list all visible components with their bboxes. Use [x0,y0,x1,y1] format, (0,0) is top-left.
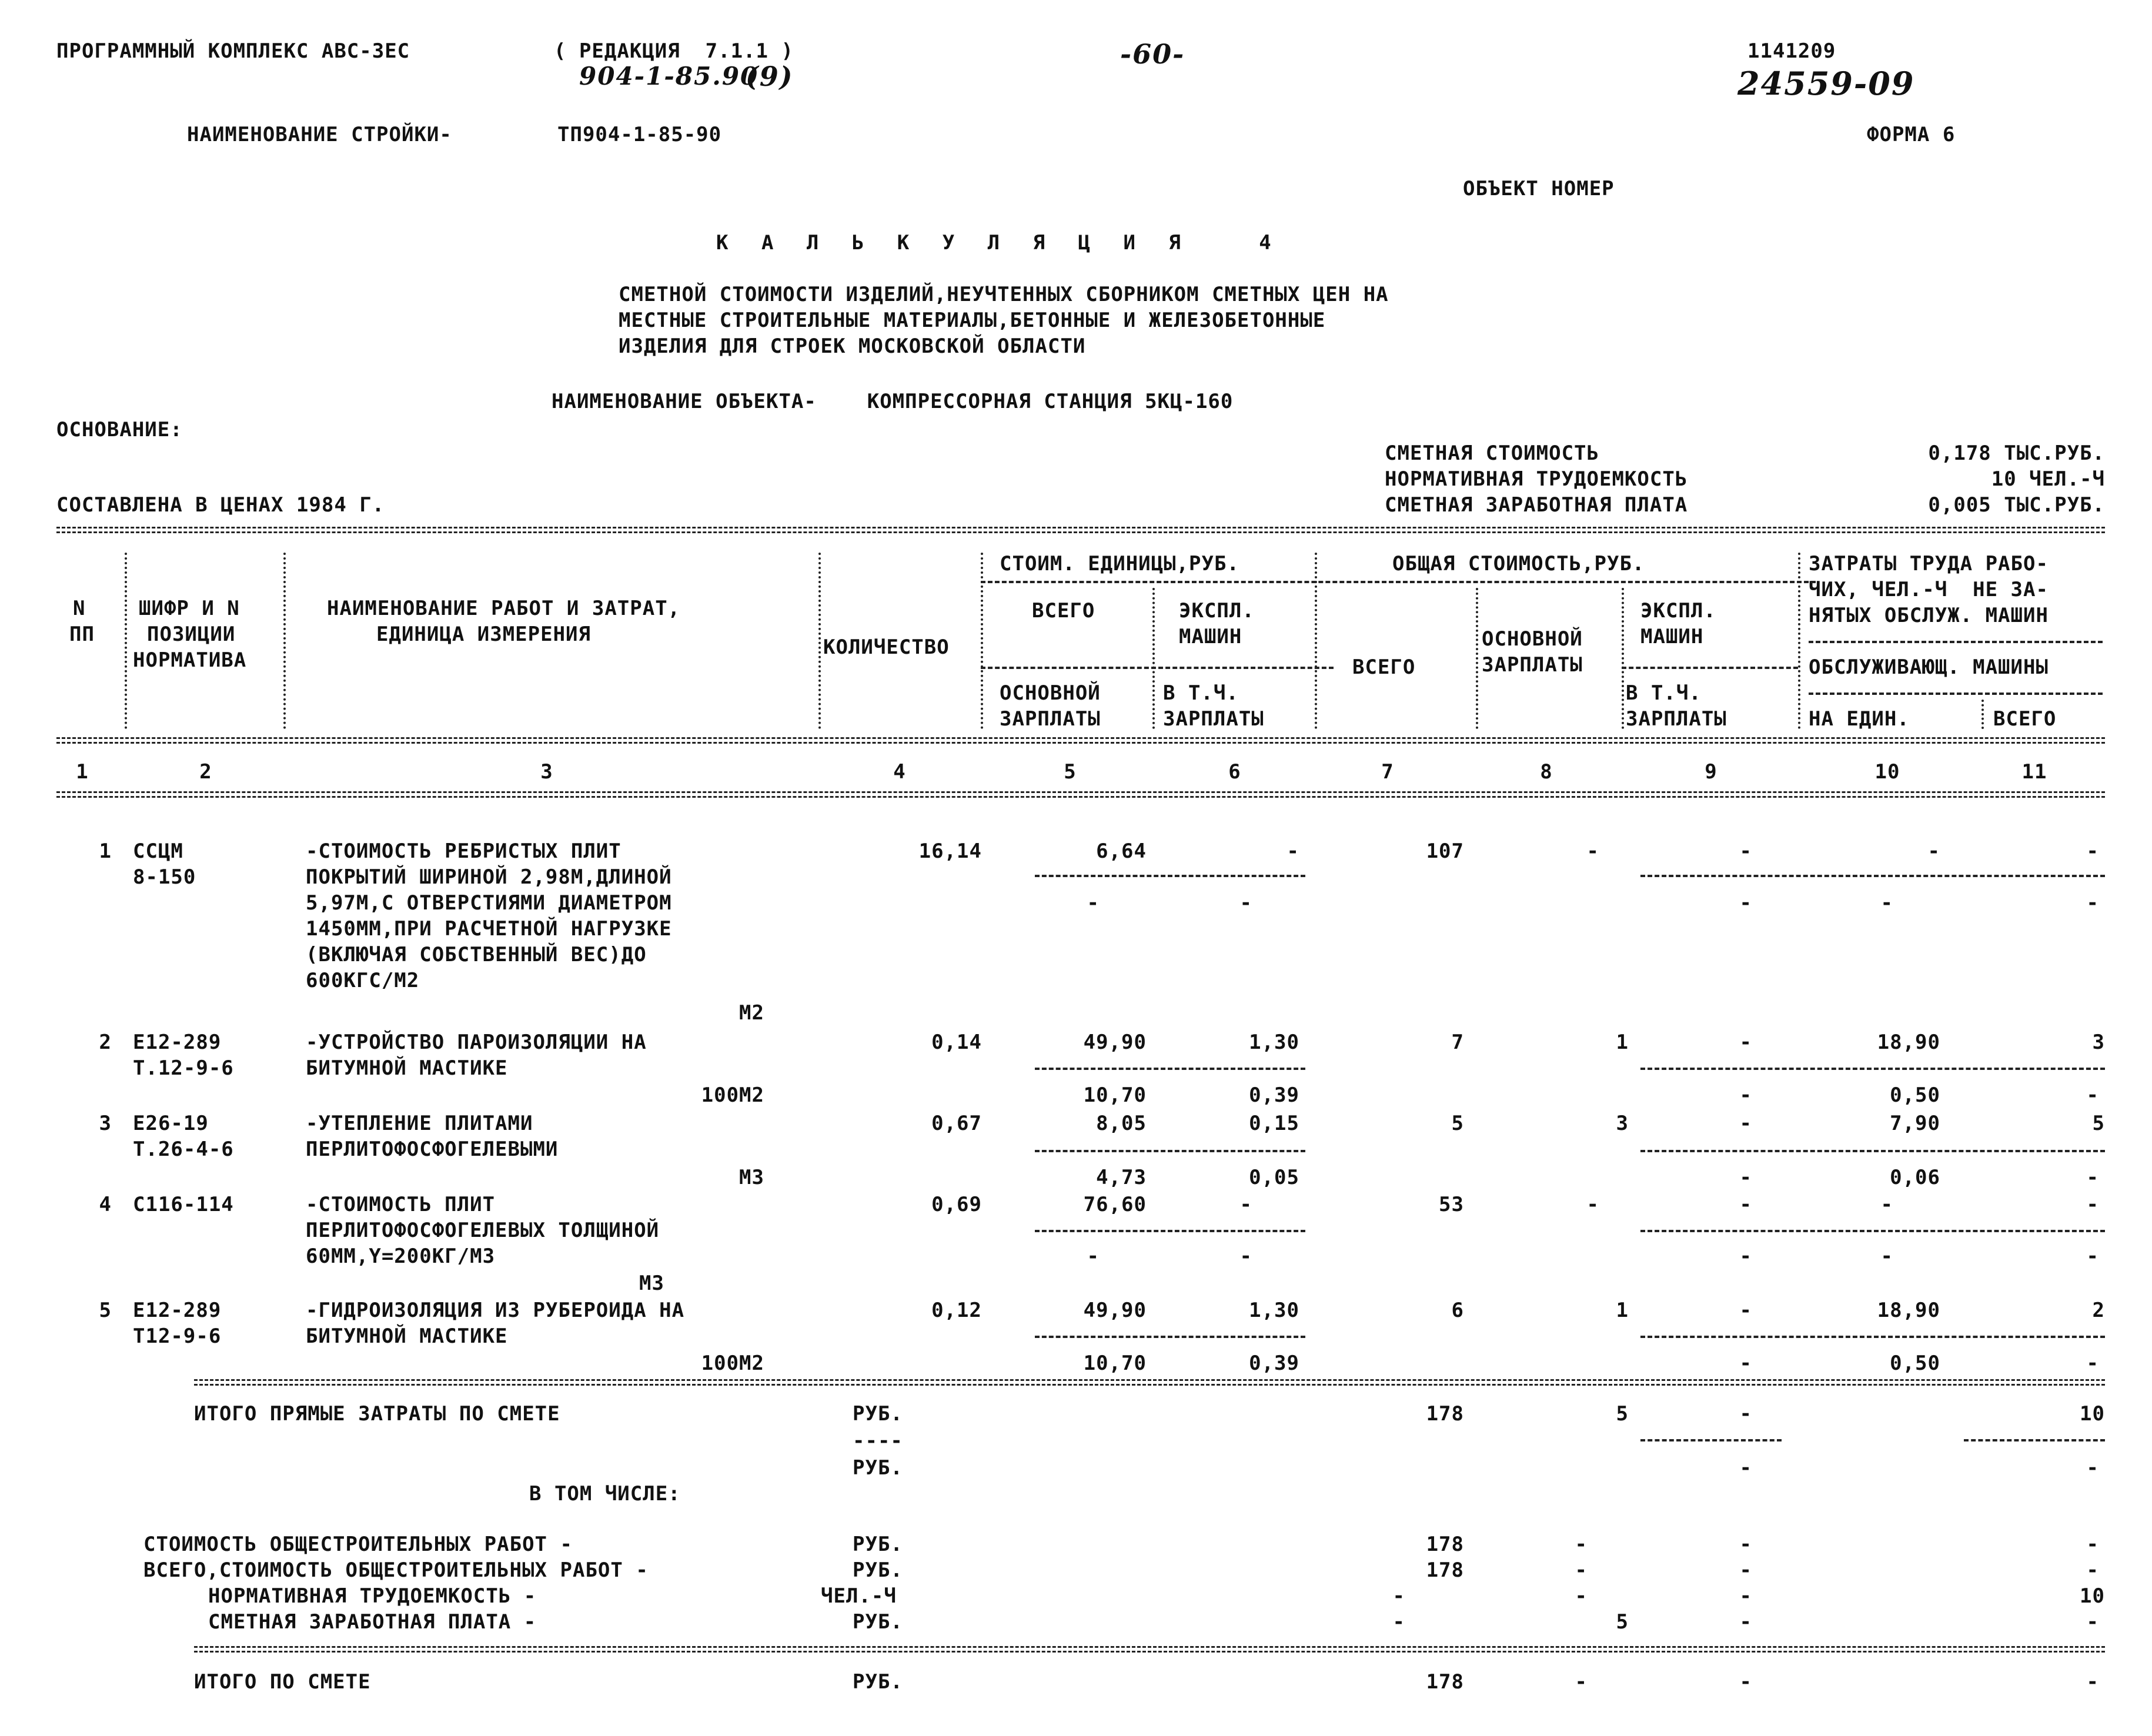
program-name: ПРОГРАММНЫЙ КОМПЛЕКС АВС-3ЕС [56,39,410,63]
header-labor-3: НЯТЫХ ОБСЛУЖ. МАШИН [1809,604,2049,627]
including-label: В ТОМ ЧИСЛЕ: [529,1482,681,1506]
header-col1-line1: N [73,597,86,620]
row-c11-sub: - [2086,1245,2099,1268]
header-unit-cost: СТОИМ. ЕДИНИЦЫ,РУБ. [1000,552,1239,576]
direct-costs-c11-sub: - [2086,1456,2099,1480]
row-code-1: С116-114 [133,1193,234,1216]
row-c8: 1 [1616,1299,1629,1322]
row-c8: - [1586,839,1599,863]
totals-line-c8: - [1575,1584,1588,1608]
header-total-incl-2: ЗАРПЛАТЫ [1626,707,1727,731]
row-c5: 49,90 [1083,1031,1147,1054]
row-c9: - [1739,1112,1752,1135]
row-code-2: Т.12-9-6 [133,1056,234,1080]
totals-line-unit: РУБ. [853,1610,903,1634]
direct-costs-c7: 178 [1426,1402,1464,1426]
row-quantity: 0,67 [931,1112,982,1135]
row-code-2: 8-150 [133,865,196,889]
col-sep-6 [1315,553,1317,729]
col-sep-7 [1476,588,1478,729]
row-c10-sub: - [1880,891,1893,915]
row-c6-sub: 0,05 [1249,1166,1299,1189]
header-labor-sub: ОБСЛУЖИВАЮЩ. МАШИНЫ [1809,655,2049,679]
totals-line-c8: - [1575,1558,1588,1582]
header-total-mach-1: ЭКСПЛ. [1640,599,1716,623]
row-c9-sub: - [1739,1245,1752,1268]
header-labor-2: ЧИХ, ЧЕЛ.-Ч НЕ ЗА- [1809,578,2049,601]
row-unit: М2 [739,1001,764,1025]
row-unit: 100М2 [701,1352,764,1375]
row-c11-sub: - [2086,1352,2099,1375]
row-c6: 1,30 [1249,1299,1299,1322]
row-c7: 7 [1451,1031,1464,1054]
header-rule-unit-mid [981,667,1334,669]
header-labor-1: ЗАТРАТЫ ТРУДА РАБО- [1809,552,2049,576]
row-c9: - [1739,839,1752,863]
row-unit: М3 [739,1166,764,1189]
totals-line-label: СТОИМОСТЬ ОБЩЕСТРОИТЕЛЬНЫХ РАБОТ - [143,1533,573,1556]
totals-line-c9: - [1739,1558,1752,1582]
estimate-total-c8: - [1575,1670,1588,1694]
estimate-total-unit: РУБ. [853,1670,903,1694]
colnum-4: 4 [893,760,906,784]
header-total-cost: ОБЩАЯ СТОИМОСТЬ,РУБ. [1392,552,1645,576]
colnum-9: 9 [1705,760,1717,784]
row-c7: 107 [1426,839,1464,863]
form-label: ФОРМА 6 [1867,123,1956,146]
row-subrule [1035,1336,1305,1338]
totals-line-c11: - [2086,1533,2099,1556]
totals-line-unit: РУБ. [853,1533,903,1556]
direct-costs-subrule [1964,1439,2105,1441]
row-subrule [1640,1336,2105,1338]
subtitle-line-3: ИЗДЕЛИЯ ДЛЯ СТРОЕК МОСКОВСКОЙ ОБЛАСТИ [619,335,1086,358]
summary-value-3: 0,005 ТЫС.РУБ. [1928,493,2105,517]
row-c11: - [2086,1193,2099,1216]
handwritten-sheet-number: (9) [746,61,794,92]
object-number-label: ОБЪЕКТ НОМЕР [1463,177,1615,200]
totals-line-c11: - [2086,1558,2099,1582]
direct-costs-label: ИТОГО ПРЯМЫЕ ЗАТРАТЫ ПО СМЕТЕ [194,1402,560,1426]
direct-costs-unit-2: РУБ. [853,1456,903,1480]
row-number: 5 [99,1299,112,1322]
totals-line-c9: - [1739,1584,1752,1608]
row-name-6: 600КГС/М2 [306,969,420,992]
header-col2-line1: ШИФР И N [139,597,240,620]
row-name-1: -ГИДРОИЗОЛЯЦИЯ ИЗ РУБЕРОИДА НА [306,1299,685,1322]
row-subrule [1640,875,2105,877]
prices-year: СОСТАВЛЕНА В ЦЕНАХ 1984 Г. [56,493,385,517]
row-c6: - [1286,839,1299,863]
colnum-1: 1 [76,760,89,784]
colnum-10: 10 [1874,760,1900,784]
row-code-1: Е26-19 [133,1112,209,1135]
colnum-7: 7 [1381,760,1394,784]
row-c10-sub: 0,50 [1890,1352,1940,1375]
row-c10: - [1927,839,1940,863]
row-c10: 7,90 [1890,1112,1940,1135]
row-c6-sub: 0,39 [1249,1352,1299,1375]
header-unit-mach-2: МАШИН [1179,625,1242,648]
colnum-5: 5 [1064,760,1077,784]
rows-bottom-rule [194,1379,2105,1386]
header-col2-line2: ПОЗИЦИИ [147,623,236,646]
row-number: 3 [99,1112,112,1135]
row-name-2: ПЕРЛИТОФОСФОГЕЛЕВЫХ ТОЛЩИНОЙ [306,1219,660,1242]
header-unit-wage-2: ЗАРПЛАТЫ [1000,707,1101,731]
row-c5-sub: 4,73 [1096,1166,1147,1189]
row-c6-sub: 0,39 [1249,1083,1299,1107]
col-sep-9 [1798,553,1800,729]
row-c9-sub: - [1739,1083,1752,1107]
row-c7: 6 [1451,1299,1464,1322]
row-subrule [1640,1230,2105,1232]
row-number: 2 [99,1031,112,1054]
row-c11: 2 [2092,1299,2105,1322]
row-c5-sub: - [1087,1245,1100,1268]
row-c9-sub: - [1739,891,1752,915]
col-sep-8 [1622,588,1624,729]
row-c5: 76,60 [1083,1193,1147,1216]
row-name-2: ПОКРЫТИЙ ШИРИНОЙ 2,98М,ДЛИНОЙ [306,865,672,889]
totals-line-c8: 5 [1616,1610,1629,1634]
handwritten-project-code: 904-1-85.90 [579,62,759,91]
header-unit-total: ВСЕГО [1032,599,1095,623]
col-sep-3 [818,553,821,729]
colnum-2: 2 [199,760,212,784]
row-c5-sub: 10,70 [1083,1083,1147,1107]
summary-label-2: НОРМАТИВНАЯ ТРУДОЕМКОСТЬ [1385,467,1688,491]
row-number: 1 [99,839,112,863]
edition-label: ( РЕДАКЦИЯ 7.1.1 ) [554,39,794,63]
row-name-3: 60ММ,Y=200КГ/М3 [306,1245,496,1268]
subtitle-line-1: СМЕТНОЙ СТОИМОСТИ ИЗДЕЛИЙ,НЕУЧТЕННЫХ СБОРНИКОМ СМЕТНЫХ ЦЕН НА [619,283,1389,306]
row-name-2: БИТУМНОЙ МАСТИКЕ [306,1324,508,1348]
subtitle-line-2: МЕСТНЫЕ СТРОИТЕЛЬНЫЕ МАТЕРИАЛЫ,БЕТОННЫЕ И ЖЕЛЕЗОБЕТОННЫЕ [619,309,1326,332]
totals-line-c7: 178 [1426,1533,1464,1556]
totals-line-c7: 178 [1426,1558,1464,1582]
col-sep-5 [1152,588,1155,729]
direct-costs-c9: - [1739,1402,1752,1426]
header-labor-total: ВСЕГО [1993,707,2057,731]
header-total-wage-2: ЗАРПЛАТЫ [1482,653,1583,677]
header-col3-line1: НАИМЕНОВАНИЕ РАБОТ И ЗАТРАТ, [327,597,681,620]
row-c9-sub: - [1739,1352,1752,1375]
header-unit-wage-1: ОСНОВНОЙ [1000,681,1101,705]
col-sep-10 [1981,700,1984,729]
header-total-mach-2: МАШИН [1640,625,1704,648]
row-c5: 49,90 [1083,1299,1147,1322]
row-subrule [1035,875,1305,877]
header-total-wage-1: ОСНОВНОЙ [1482,627,1583,651]
row-c9: - [1739,1299,1752,1322]
estimate-total-c7: 178 [1426,1670,1464,1694]
totals-line-label: НОРМАТИВНАЯ ТРУДОЕМКОСТЬ - [208,1584,537,1608]
row-c7: 53 [1439,1193,1464,1216]
row-c11-sub: - [2086,1166,2099,1189]
row-c11-sub: - [2086,891,2099,915]
row-subrule [1035,1230,1305,1232]
row-c8: 3 [1616,1112,1629,1135]
row-c9: - [1739,1031,1752,1054]
row-c5: 8,05 [1096,1112,1147,1135]
row-subrule [1640,1068,2105,1070]
row-c10: 18,90 [1877,1031,1940,1054]
row-c10: - [1880,1193,1893,1216]
construction-label: НАИМЕНОВАНИЕ СТРОЙКИ- [187,123,452,146]
summary-label-1: СМЕТНАЯ СТОИМОСТЬ [1385,441,1599,465]
totals-line-unit: РУБ. [853,1558,903,1582]
header-bottom-rule [56,737,2105,744]
row-c8: 1 [1616,1031,1629,1054]
header-col3-line2: ЕДИНИЦА ИЗМЕРЕНИЯ [376,623,591,646]
row-subrule [1035,1150,1305,1152]
direct-costs-c9-sub: - [1739,1456,1752,1480]
direct-costs-unit: РУБ. [853,1402,903,1426]
row-c6: 0,15 [1249,1112,1299,1135]
row-c5-sub: - [1087,891,1100,915]
colnum-3: 3 [540,760,553,784]
header-total-all: ВСЕГО [1352,655,1416,679]
row-c10-sub: 0,06 [1890,1166,1940,1189]
totals-line-c7: - [1392,1610,1405,1634]
row-quantity: 0,12 [931,1299,982,1322]
document-number: 1141209 [1747,39,1836,63]
row-code-1: Е12-289 [133,1299,222,1322]
handwritten-archive-id: 24559-09 [1737,65,1915,102]
totals-line-c9: - [1739,1610,1752,1634]
row-c10: 18,90 [1877,1299,1940,1322]
totals-line-unit: ЧЕЛ.-Ч [821,1584,897,1608]
direct-costs-subrule [1640,1439,1782,1441]
row-name-4: 1450ММ,ПРИ РАСЧЕТНОЙ НАГРУЗКЕ [306,917,672,941]
row-quantity: 16,14 [918,839,982,863]
estimate-total-c11: - [2086,1670,2099,1694]
estimate-total-c9: - [1739,1670,1752,1694]
page-number: -60- [1120,38,1185,70]
header-rule-labor-2 [1809,693,2103,695]
row-quantity: 0,69 [931,1193,982,1216]
basis-label: ОСНОВАНИЕ: [56,418,183,441]
header-unit-mach-1: ЭКСПЛ. [1179,599,1255,623]
row-subrule [1640,1150,2105,1152]
header-rule-total-mid [1622,667,1798,669]
colnum-6: 6 [1228,760,1241,784]
row-name-2: ПЕРЛИТОФОСФОГЕЛЕВЫМИ [306,1138,559,1161]
final-rule [194,1646,2105,1653]
colnum-8: 8 [1540,760,1553,784]
row-c6-sub: - [1239,1245,1252,1268]
colnum-bottom-rule [56,791,2105,798]
header-unit-incl-2: ЗАРПЛАТЫ [1163,707,1264,731]
row-unit: 100М2 [701,1083,764,1107]
row-c5: 6,64 [1096,839,1147,863]
totals-line-c8: - [1575,1533,1588,1556]
row-name-2: БИТУМНОЙ МАСТИКЕ [306,1056,508,1080]
row-c9: - [1739,1193,1752,1216]
row-c11: 5 [2092,1112,2105,1135]
row-code-2: Т.26-4-6 [133,1138,234,1161]
col-sep-2 [283,553,286,729]
header-rule-labor-1 [1809,641,2103,643]
row-subrule [1035,1068,1305,1070]
header-labor-unit: НА ЕДИН. [1809,707,1910,731]
totals-line-label: СМЕТНАЯ ЗАРАБОТНАЯ ПЛАТА - [208,1610,537,1634]
row-c11-sub: - [2086,1083,2099,1107]
row-c5-sub: 10,70 [1083,1352,1147,1375]
totals-line-c11: 10 [2080,1584,2105,1608]
totals-line-c11: - [2086,1610,2099,1634]
colnum-11: 11 [2021,760,2047,784]
direct-costs-c8: 5 [1616,1402,1629,1426]
row-code-1: Е12-289 [133,1031,222,1054]
row-c10-sub: - [1880,1245,1893,1268]
col-sep-1 [125,553,127,729]
summary-value-1: 0,178 ТЫС.РУБ. [1928,441,2105,465]
header-rule-unit [981,581,1816,583]
row-name-5: (ВКЛЮЧАЯ СОБСТВЕННЫЙ ВЕС)ДО [306,943,647,966]
row-c6: - [1239,1193,1252,1216]
object-name: НАИМЕНОВАНИЕ ОБЪЕКТА- КОМПРЕССОРНАЯ СТАНЦИЯ 5КЦ-160 [552,390,1234,413]
header-unit-incl-1: В Т.Ч. [1163,681,1239,705]
header-col4: КОЛИЧЕСТВО [823,635,950,659]
col-sep-4 [981,553,983,729]
totals-line-c7: - [1392,1584,1405,1608]
row-name-1: -УСТРОЙСТВО ПАРОИЗОЛЯЦИИ НА [306,1031,647,1054]
row-c6: 1,30 [1249,1031,1299,1054]
row-quantity: 0,14 [931,1031,982,1054]
row-code-1: ССЦМ [133,839,183,863]
summary-label-3: СМЕТНАЯ ЗАРАБОТНАЯ ПЛАТА [1385,493,1688,517]
totals-line-c9: - [1739,1533,1752,1556]
row-c10-sub: 0,50 [1890,1083,1940,1107]
row-name-3: 5,97М,С ОТВЕРСТИЯМИ ДИАМЕТРОМ [306,891,672,915]
row-name-1: -СТОИМОСТЬ ПЛИТ [306,1193,496,1216]
row-c6-sub: - [1239,891,1252,915]
summary-value-2: 10 ЧЕЛ.-Ч [1991,467,2105,491]
row-c7: 5 [1451,1112,1464,1135]
table-top-rule [56,527,2105,533]
row-number: 4 [99,1193,112,1216]
row-c11: 3 [2092,1031,2105,1054]
row-unit: М3 [639,1272,664,1295]
row-code-2: Т12-9-6 [133,1324,222,1348]
row-c9-sub: - [1739,1166,1752,1189]
direct-costs-c11: 10 [2080,1402,2105,1426]
totals-line-label: ВСЕГО,СТОИМОСТЬ ОБЩЕСТРОИТЕЛЬНЫХ РАБОТ - [143,1558,649,1582]
header-total-incl-1: В Т.Ч. [1626,681,1702,705]
page-title: К А Л Ь К У Л Я Ц И Я 4 [716,231,1282,255]
row-c11: - [2086,839,2099,863]
header-col1-line2: ПП [69,623,95,646]
row-name-1: -СТОИМОСТЬ РЕБРИСТЫХ ПЛИТ [306,839,621,863]
row-name-1: -УТЕПЛЕНИЕ ПЛИТАМИ [306,1112,533,1135]
direct-costs-unit-dash: ---- [853,1429,903,1453]
header-col2-line3: НОРМАТИВА [133,648,247,672]
estimate-total-label: ИТОГО ПО СМЕТЕ [194,1670,371,1694]
construction-value: ТП904-1-85-90 [557,123,722,146]
row-c8: - [1586,1193,1599,1216]
